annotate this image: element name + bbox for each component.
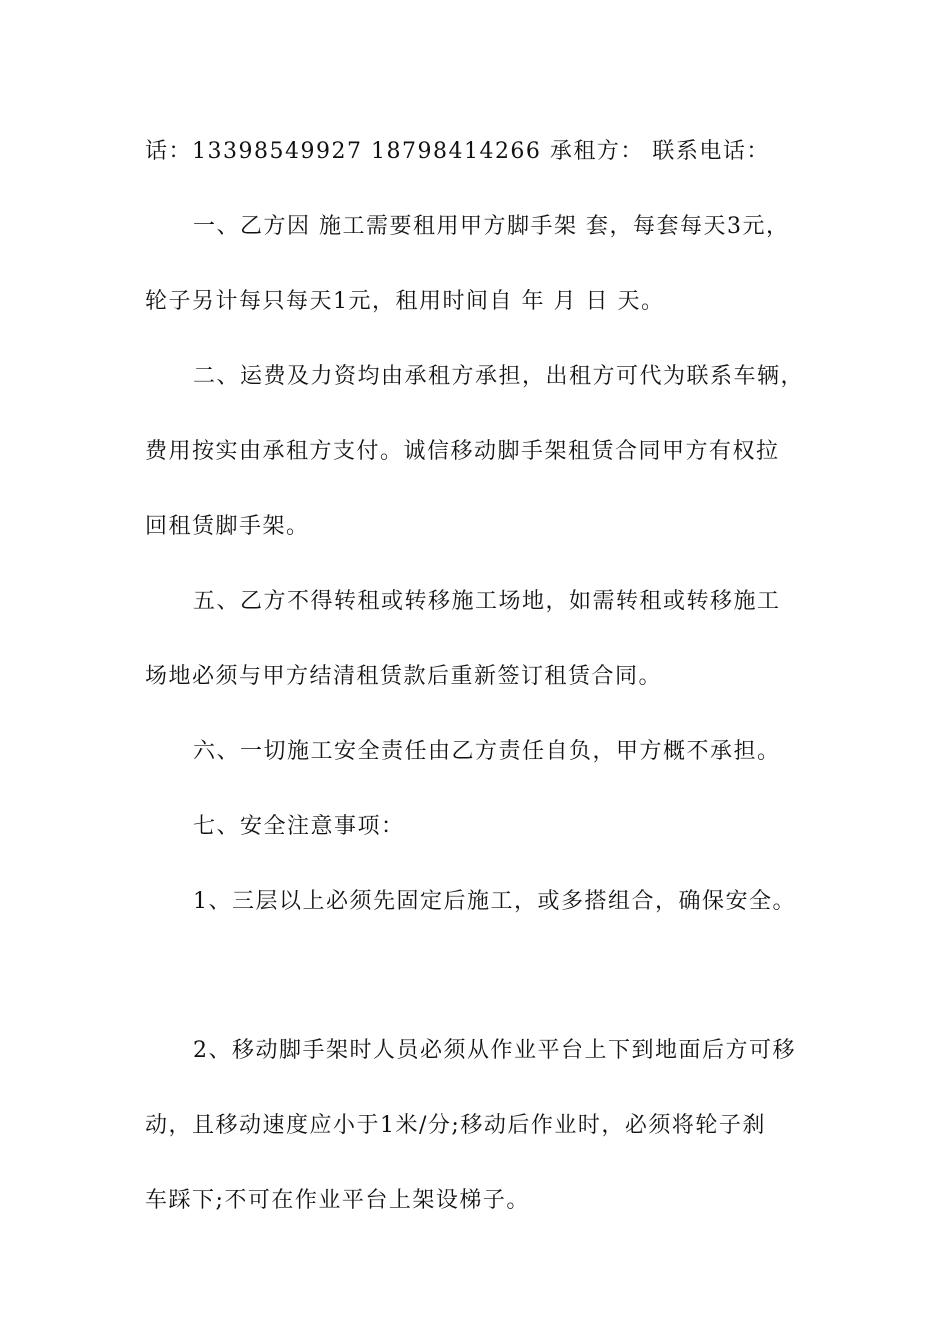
clause-5-line-1: 五、乙方不得转租或转移施工场地，如需转租或转移施工 bbox=[193, 589, 781, 614]
safety-item-2-line-2: 动，且移动速度应小于1米/分;移动后作业时，必须将轮子刹 bbox=[145, 1113, 766, 1138]
clause-2-line-1: 二、运费及力资均由承租方承担，出租方可代为联系车辆， bbox=[193, 364, 805, 389]
clause-1-line-2: 轮子另计每只每天1元，租用时间自 年 月 日 天。 bbox=[145, 289, 665, 314]
clause-2-line-3: 回租赁脚手架。 bbox=[145, 514, 310, 539]
safety-item-2-line-1: 2、移动脚手架时人员必须从作业平台上下到地面后方可移 bbox=[193, 1038, 796, 1063]
safety-item-2-line-3: 车踩下;不可在作业平台上架设梯子。 bbox=[145, 1188, 530, 1213]
safety-item-1: 1、三层以上必须先固定后施工，或多搭组合，确保安全。 bbox=[193, 889, 796, 914]
clause-2-line-2: 费用按实由承租方支付。诚信移动脚手架租赁合同甲方有权拉 bbox=[145, 439, 780, 464]
clause-1-line-1: 一、乙方因 施工需要租用甲方脚手架 套，每套每天3元， bbox=[193, 214, 790, 239]
clause-5-line-2: 场地必须与甲方结清租赁款后重新签订租赁合同。 bbox=[145, 664, 663, 689]
clause-7-heading: 七、安全注意事项： bbox=[193, 814, 405, 839]
clause-6-line: 六、一切施工安全责任由乙方责任自负，甲方概不承担。 bbox=[193, 739, 781, 764]
contact-line: 话：13398549927 18798414266 承租方： 联系电话： bbox=[145, 139, 770, 164]
